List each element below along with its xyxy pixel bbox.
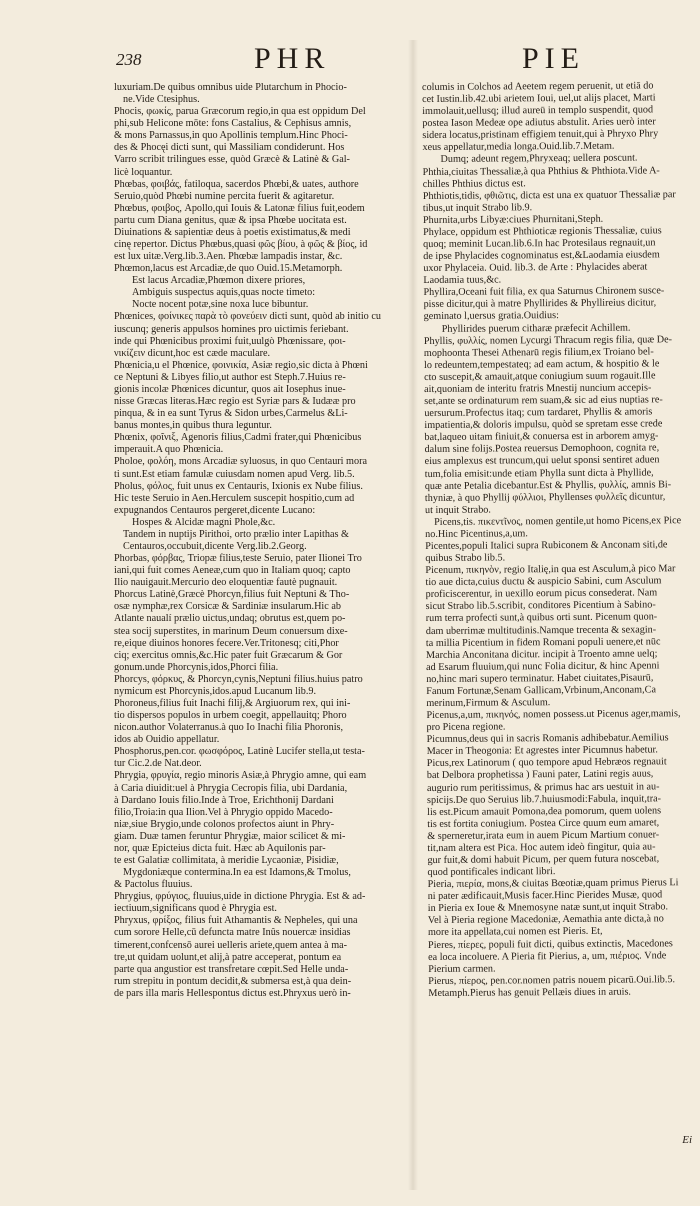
right-column-line: Picentes,populi Italici supra Rubiconem & Anconam siti,de (425, 539, 668, 552)
right-column-line: Pieria, πιερία, mons,& ciuitas Bœotiæ,quam primus Pierus Li (427, 877, 679, 891)
left-column-line: nymicum est Phorcynis,idos.apud Lucanum lib.9. (114, 685, 317, 697)
left-column-line: Phorbas, φόρβας, Triopæ filius,teste Seruio, pater Ilionei Tro (114, 553, 362, 565)
left-column-line: Atlante naualí prælio uictus,undaq; obrutus est,quem po- (114, 613, 346, 625)
left-column-line: Varro scribit trilingues esse, quòd Græcè & Latinè & Gal- (114, 154, 350, 166)
left-column-line: Phocis, φωκίς, parua Græcorum regio,in qua est oppidum Del (114, 106, 366, 118)
right-column-line: tio aue dicta,cuius ductu & auspicio Sabini, cum Asculum (425, 575, 662, 589)
right-column-line: chilles Phthius dictus est. (422, 177, 526, 190)
left-column-line: luxuriam.De quibus omnibus uide Plutarchum in Phocio- (114, 82, 347, 93)
right-column-line: dam uberrimæ multitudinis.Namque trecenta & sexagin- (425, 623, 657, 637)
left-column-line: idos ab Ouidio appellatur. (114, 734, 220, 746)
left-column-line: Phœmon,lacus est Arcadiæ,de quo Ouid.15.Metamorph. (114, 263, 343, 275)
left-column-line: filio,Troia:in qua Ilion.Vel à Phrygio oppido Macedo- (114, 806, 333, 818)
left-column-line: Diuinations & sapientiæ deus à poetis existimatus,& medi (114, 226, 351, 238)
right-column-line: ni pater ædificauit,Musis facer.Hinc Pierides Musæ, quod (427, 889, 663, 903)
left-column-line: niæ,siue Brygio,unde colonos profectos aiunt in Phry- (114, 818, 335, 830)
left-column-line: Phosphorus,pen.cor. φωσφόρος, Latinè Lucifer stella,ut testa- (114, 746, 365, 758)
left-column-line: & mons Parnassus,in quo Apollinis templum.Hinc Phoci- (114, 130, 348, 142)
right-column-line: rum terra profecti sunt,à quibus orti sunt. Picenum quon- (425, 611, 658, 625)
right-column-line: more ita appellata,cui nomen est Pieris. Et, (427, 926, 603, 939)
right-column-line: uxor Phylaceia. Ouid. lib.3. de Arte : Phylacides aberat (423, 261, 648, 275)
left-column-line: te est Galatiæ collimitata, à meridie Lycaoniæ, Pisidiæ, (114, 855, 339, 866)
right-column-line: sidera locatus,pristinam effigiem tenuit,qui à Phryxo Phry (422, 128, 659, 142)
right-column-line: lo redeuntem,tempestateq; ad eam actum, & hospitio & le (423, 358, 660, 371)
right-column-line: Picus,rex Latinorum ( quo tempore apud Hebræos regnauit (426, 756, 667, 770)
right-column-line: Pierium carmen. (428, 963, 496, 975)
left-column-line: tre,ut quidam uolunt,et alij,à patre acceperat, pontum ea (114, 951, 342, 963)
left-column-line: νικίζειν dicunt,hoc est cæde maculare. (114, 347, 271, 359)
left-column-line: Phœbas, φοιβάς, fatiloqua, sacerdos Phœbi,& uates, authore (114, 178, 359, 190)
left-column-line: gonum.unde Phorcynis,idos,Phorci filia. (114, 661, 279, 673)
catchword: Ei (682, 1134, 692, 1146)
left-column-line: Phorcus Latinè,Græcè Phorcyn,filius fuit Neptuni & Tho- (114, 589, 350, 601)
left-column-line: nisse Græcas literas.Hæc regio est Syriæ pars & Iudææ pro (114, 396, 356, 408)
right-column-line: pisse dicitur,qui à matre Phyllirides & Phyllireius dicitur, (423, 297, 657, 311)
right-column-line: uersurum.Profectus itaq; cum tardaret, Phyllis & amoris (424, 406, 653, 420)
left-column-line: iectiuum,significans quod è Phrygia est. (114, 903, 277, 915)
left-column-line: à Caria diuidit:uel à Phrygia Cecropis filia, ubi Dardania, (114, 782, 348, 794)
right-column-line: xeus appellatur,media longa.Ouid.lib.7.Metam. (422, 141, 615, 154)
left-column-line: nicon.author Volaterranus.à quo Io Inachi filia Phoronis, (114, 722, 344, 734)
running-head-right: PIE (522, 42, 585, 75)
left-column-line: expugnandos Centauros pergeret,dicente Lucano: (114, 504, 316, 516)
left-column-line: iani,qui fuit comes Aeneæ,cum quo in Italiam quoq; capto (114, 565, 351, 577)
right-column-line: postea Iason Medeæ ope adiutus abstulit. Aries uerò inter (422, 116, 656, 130)
left-column-line: Phœnix, φοῖνιξ, Agenoris filius,Cadmi frater,qui Phœnicibus (114, 432, 362, 444)
left-column-line: est lux uitæ.Verg.lib.3.Aen. Phœbæ lampadis instar, &c. (114, 251, 343, 263)
left-column-line: tur Cic.2.de Nat.deor. (114, 758, 202, 770)
left-column-line: gionis incolæ Phœnices dicuntur, quos ait Iosephus inue- (114, 383, 346, 395)
right-column-line: Dumq; adeunt regem,Phryxeaq; uellera poscunt. (440, 152, 638, 166)
left-column-line: iuscunq; generis appulsos homines pro uictimis feriebant. (114, 323, 349, 335)
right-column-line: geminato l,uersus gratia.Ouidius: (423, 310, 559, 323)
left-column-line: Nocte nocent potæ,sine noxa luce bibuntur. (132, 299, 309, 311)
running-head-left: PHR (254, 42, 331, 75)
right-column-line: merinum,Firmum & Asculum. (426, 697, 551, 709)
left-column-line: phi,sub Helicone mōte: fons Castalius, & Cephisus amnis, (114, 118, 352, 130)
right-column-line: pro Picena regione. (426, 721, 506, 734)
left-column-line: ciq; exercitus omnis,&c.Hic pater fuit Græcarum & Gor (114, 649, 343, 661)
right-column-line: Metamph.Pierus has genuit Pellæis diues in aruis. (428, 986, 632, 999)
left-column-line: cinę repertor. Dictus Phœbus,quasi φῶς βίου, à φῶς & βίος, id (114, 239, 368, 251)
right-column-line: Picens,tis. πικεντῖνος, nomen gentile,ut homo Picens,ex Pice (434, 515, 682, 528)
right-column-line: tis est fortita coniugium. Postea Circe quum eum amaret, (427, 817, 660, 830)
right-column-line: no.Hinc Picentinus,a,um. (425, 528, 528, 540)
right-column-line: Phyllira,Oceani fuit filia, ex qua Saturnus Chironem susce- (423, 285, 665, 299)
right-column-line: spicijs.De quo Seruius lib.7.huiusmodi:Fabula, inquit,tra- (426, 792, 662, 806)
right-column-line: augurio rum peritissimus, & primus hac ars uestuit in au- (426, 780, 660, 794)
right-column-line: ta millia Picentium in fidem Romani populi uenere,et nūc (425, 635, 661, 649)
left-column-line: stea socij superstites, in marinum Deum conuersum dixe- (114, 625, 348, 637)
right-column-line: dalum sine folijs.Postea reuersus Demophoon, cognita re, (424, 442, 660, 456)
right-column-line: Picenum, πικηνὸν, regio Italię,in qua est Asculum,à pico Mar (425, 563, 676, 577)
right-column-line: quibus Strabo lib.5. (425, 552, 506, 565)
right-column-line: quæ ante Petalia dicebantur.Est & Phyllis, φυλλίς, amnis Bi- (424, 478, 672, 492)
left-column-line: Tandem in nuptijs Pirithoi, orto prælio inter Lapithas & (123, 528, 349, 540)
right-column-line: tum,folia emisit:unde etiam Phylla sunt dicta à Phyllide, (424, 466, 654, 480)
right-column-line: quoq; meminit Lucan.lib.6.In hac Protesilaus regnauit,un (423, 237, 656, 251)
left-column-line: Seruio,quòd Phœbi numine percita fuerit & agitaretur. (114, 190, 335, 202)
left-column-line: Phœbus, φοιβος, Apollo,qui Iouis & Latonæ filius fuit,eodem (114, 202, 365, 214)
left-column-line: rum strepitu in pontum decidit,& submersa est,à qua dein- (114, 975, 352, 987)
right-column-line: cto suscepit,& amauit,atque coniugium suum rogauit.Ille (424, 370, 656, 383)
left-column-line: Phœnices, φοίνικες παρὰ τὸ φονεύειν dicti sunt, quòd ab initio cu (114, 311, 381, 323)
right-column-line: Picenus,a,um, πικηνός, nomen possess.ut Picenus ager,mamis, (426, 708, 681, 722)
left-column-line: re,eique diuinos honores fecere.Ver.Tritonesq; citi,Phor (114, 637, 339, 649)
right-column-line: Pieres, πίερες, populi fuit dicti, quibus extinctis, Macedones (427, 937, 673, 951)
right-column-line: Macer in Theogonia: Et agrestes inter Picumnus habetur. (426, 744, 658, 758)
left-column-line: des & Phocęi dicti sunt, qui Massiliam condiderunt. Hos (114, 142, 345, 154)
right-column-line: Pierus, πίερος, pen.cor.nomen patris nouem picarū.Oui.lib.5. (428, 974, 676, 987)
page-number: 238 (116, 50, 142, 69)
right-column-line: Marchia Anconitana dicitur. incipit à Troento amne uelq; (425, 648, 658, 661)
right-column-line: Phyllis, φυλλίς, nomen Lycurgi Thracum regis filia, quæ De- (423, 333, 673, 347)
left-column-line: tio dispersos populos in urbem coegit, appellauitq; Phoro (114, 710, 347, 722)
left-column-line: ne.Vide Ctesiphus. (123, 94, 200, 106)
left-column-line: partu cum Diana genitus, quæ & ipsa Phœbe uocitata est. (114, 214, 347, 226)
right-column-line: no,hinc mari supero terminatur. Habet ciuitates,Pisaurū, (426, 672, 654, 685)
left-column-line: nor, quæ Epicteius dicta fuit. Hæc ab Aquilonis par- (114, 842, 326, 854)
left-column-line: de pars illa maris Hellespontus dictus est.Phryxus uerò in- (114, 987, 351, 999)
right-column-line: impatientia,& doloris impulsu, quòd se spretam esse crede (424, 418, 663, 432)
left-column-line: Pholus, φόλος, fuit unus ex Centauris, Ixionis ex Nube filius. (114, 480, 363, 492)
left-column-line: giam. Duæ tamen feruntur Phrygiæ, maior scilicet & mi- (114, 830, 346, 842)
right-column-line: mophoonta Thesei Athenarū regis filium,ex Troiano bel- (423, 346, 654, 359)
right-column-line: Phylace, oppidum est Phthioticæ regionis Thessaliæ, cuius (423, 225, 662, 238)
right-column-line: tit,nam altera est Pica. Hoc autem ideò fingitur, quia au- (427, 841, 656, 854)
left-column-line: Ilio nauigauit.Mercurio deo eloquentiæ fautè pugnauit. (114, 577, 338, 589)
left-column-line: Phryxus, φρίξος, filius fuit Athamantis & Nepheles, qui una (114, 915, 358, 927)
right-column-line: lis est.Picum amauit Pomona,dea pomorum, quem uolens (427, 805, 662, 818)
left-column-line: cum sorore Helle,cū defuncta matre Inûs nouercæ insidias (114, 927, 351, 939)
left-column-line: Centauros,occubuit,dicente Verg.lib.2.Georg. (123, 540, 307, 552)
right-column-line: gur fuit,& domi habuit Picum, per quem futura noscebat, (427, 853, 660, 866)
left-column-line: Phorcys, φόρκυς, & Phorcyn,cynis,Neptuni filius.huius patro (114, 673, 363, 685)
right-column-line: ait,quoniam de interitu fratris Mnestij nuncium accepis- (424, 382, 652, 395)
right-column-line: Picumnus,deus qui in sacris Romanis adhibebatur.Aemilius (426, 732, 669, 746)
left-column-line: Pholoe, φολόη, mons Arcadiæ syluosus, in quo Centauri mora (114, 456, 367, 468)
left-column-line: pinqua, & in ea sunt Tyrus & Sidon urbes,Carmelus &Li- (114, 408, 348, 420)
left-column-line: Hic teste Seruio in Aen.Herculem suscepit hospitio,cum ad (114, 492, 355, 504)
left-column-line: Phrygius, φρύγιος, fluuius,uide in dictione Phrygia. Est & ad- (114, 891, 366, 903)
right-column-line: immolauit,uellusq; illud aureū in templo suspendit, quod (422, 104, 654, 118)
left-column-line: inde qui Phœnicibus proximi fuit,uulgò Phœnissare, φοι- (114, 335, 346, 347)
right-column-line: ad Esarum fluuium,qui nunc Folia dicitur, & hinc Apenni (426, 660, 660, 673)
left-column-line: imperauit.A quo Phœnicia. (114, 444, 224, 456)
right-column-line: Phthia,ciuitas Thessaliæ,à qua Phthius & Phthiota.Vide A- (422, 164, 660, 178)
right-column-line: Laodamia tuus,&c. (423, 274, 502, 287)
right-column-line: ea loca incoluere. A Pieria fit Pierius, a, um, πιέριος. Vnde (428, 949, 667, 963)
right-column-line: in Pieria ex Ioue & Mnemosyne natæ sunt,ut inquit Strabo. (427, 901, 669, 915)
right-column-line: bat Delbora prophetissa ) Fauni pater, Latini regis auus, (426, 768, 654, 782)
left-column-line: ti sunt.Est etiam famulæ cuiusdam nomen apud Verg. lib.5. (114, 468, 355, 480)
right-column-line: thyniæ, à quo Phyllij φύλλιοι, Phyllenses φυλλεῖς dicuntur, (424, 490, 666, 504)
right-column-line: Phthiotis,tidis, φθιῶτις, dicta est una ex quatuor Thessaliæ par (422, 188, 676, 202)
left-column-line: Phrygia, φρυγία, regio minoris Asiæ,à Phrygio amne, qui eam (114, 770, 367, 782)
left-column-line: & Pactolus fluuius. (114, 879, 193, 891)
right-column-line: ut inquit Strabo. (424, 504, 491, 516)
left-column-line: licè loquantur. (114, 166, 173, 178)
right-column-line: & sperneretur,irata eum in auem Picum Martium conuer- (427, 829, 660, 842)
right-column-line: de ipse Phylacides cognominatus est,&Laodamia eiusdem (423, 249, 660, 263)
left-column-line: ce Neptuni & Libyes filio,ut author est Steph.7.Huius re- (114, 371, 346, 383)
left-column-line: à Dardano Iouis filio.Inde à Troe, Erichthonij Dardani (114, 794, 334, 806)
left-column-line: banus montes,in quibus thura leguntur. (114, 420, 272, 432)
right-column-line: bat,laqueo uitam finiuit,& conuersa est in arborem amyg- (424, 430, 659, 444)
left-column-line: parte qua angustior est transfretare cœpit.Sed Helle unda- (114, 963, 349, 975)
right-column-line: tibus,ut inquit Strabo lib.9. (422, 202, 533, 214)
left-column-line: timerent,confcensō aurei uelleris ariete,quem antea à ma- (114, 939, 348, 951)
left-column-line: osæ nymphæ,rex Corsicæ & Sardiniæ insularum.Hic ab (114, 601, 341, 613)
right-column-line: Phyllirides puerum citharæ præfecit Achillem. (441, 322, 631, 335)
left-column-line: Phoroneus,filius fuit Inachi filij,& Argiuorum rex, qui ini- (114, 697, 351, 709)
right-column-line: Fanum Fortunæ,Senam Gallicam,Vrbinum,Anconam,Ca (426, 684, 657, 697)
right-column-line: quod pontificales indicant libri. (427, 866, 556, 879)
right-column-line: Phurnita,urbs Libyæ:ciues Phurnitani,Steph. (422, 213, 604, 226)
left-column-line: Est lacus Arcadiæ,Phœmon dixere priores, (132, 275, 306, 287)
left-column-line: Phœnicia,u el Phœnice, φοινικία, Asiæ regio,sic dicta à Phœni (114, 359, 368, 371)
right-column-line: eius amplexus est truncum,qui uelut sponsi sentiret aduen (424, 454, 660, 468)
left-column-line: Mygdoniæque contermina.In ea est Idamons,& Tmolus, (123, 867, 351, 879)
left-column-line: Ambiguis suspectus aquis,quas nocte timeto: (132, 287, 316, 299)
right-text-column (422, 80, 700, 1000)
right-column-line: set,ante se ordinaturum rem suam,& sic ad eius nuptias re- (424, 394, 663, 408)
left-column-line: Hospes & Alcidæ magni Phole,&c. (132, 516, 276, 528)
right-column-line: cet Iustin.lib.42.ubi arietem Ioui, uel,ut alijs placet, Marti (422, 92, 656, 106)
right-column-line: columis in Colchos ad Aeetem regem peruenit, ut etiā do (422, 80, 654, 93)
right-column-line: Vel à Pieria regione Macedoniæ, Aemathia ante dicta,à no (427, 913, 664, 927)
left-text-column (114, 82, 410, 1000)
page-header (112, 38, 692, 78)
right-column-line: sicut Strabo lib.5.scribit, conditores Picentium à Sabino- (425, 599, 656, 613)
right-column-line: proficiscerentur, in uexillo eorum picus consederat. Nam (425, 587, 658, 601)
